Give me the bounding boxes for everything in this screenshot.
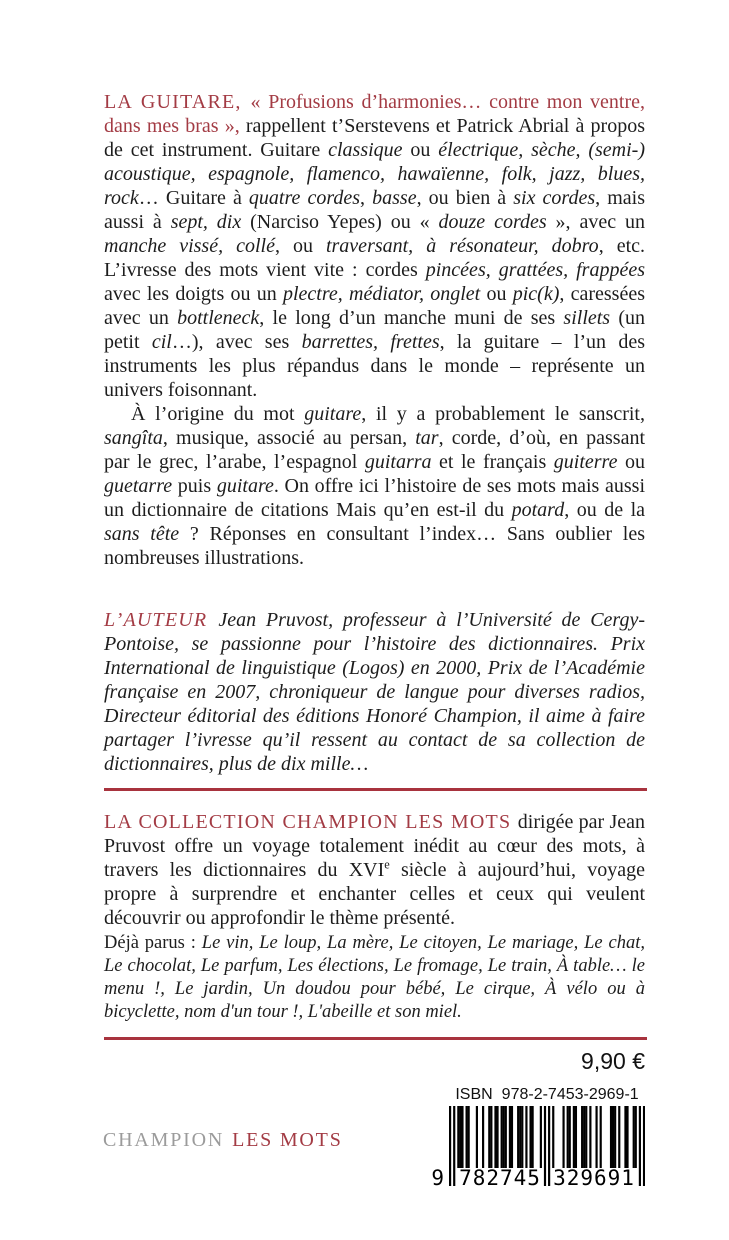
publisher-brand [103, 1129, 343, 1152]
blurb-paragraph-2: À l’origine du mot guitare, il y a probablement le sanscrit, sangîta, musique, associé au persan, tar, corde, d’où, en passant par le grec, l’arabe, l’espagnol guitarra et le français guiterre ou guetarre puis guitare. On offre ici l’histoire de ses mots mais aussi un dictionnaire de citations Mais qu’en est-il du potard, ou de la sans tête ? Réponses en consultant l’index… Sans oublier les nombreuses illustrations. [104, 403, 646, 569]
author-paragraph: L’AUTEUR Jean Pruvost, professeur à l’Université de Cergy-Pontoise, se passionne pour l’histoire des dictionnaires. Prix International de linguistique (Logos) en 2000, Prix de l’Académie française en 2007, chroniqueur de langue pour diverses radios, Directeur éditorial des éditions Honoré Champion, il aime à faire partager l’ivresse qu’il ressent au contact de sa collection de dictionnaires, plus de dix mille… [104, 609, 645, 775]
isbn-number: 978-2-7453-2969-1 [501, 1086, 639, 1103]
collection-section [104, 810, 645, 930]
barcode [425, 1086, 649, 1208]
brand-collection-name: LES MOTS [232, 1129, 343, 1151]
ean-right-digits: 329691 [553, 1166, 635, 1190]
published-titles [104, 932, 645, 1024]
author-section [104, 608, 645, 776]
divider-rule-top [104, 788, 647, 791]
ean-left-digits: 782745 [459, 1166, 541, 1190]
blurb-paragraph-1: LA GUITARE, « Profusions d’harmonies… contre mon ventre, dans mes bras », rappellent t’Serstevens et Patrick Abrial à propos de cet instrument. Guitare classique ou électrique, sèche, (semi-) acoustique, espagnole, flamenco, hawaïenne, folk, jazz, blues, rock… Guitare à quatre cordes, basse, ou bien à six cordes, mais aussi à sept, dix (Narciso Yepes) ou « douze cordes », avec un manche vissé, collé, ou traversant, à résonateur, dobro, etc. L’ivresse des mots vient vite : cordes pincées, grattées, frappées avec les doigts ou un plectre, médiator, onglet ou pic(k), caressées avec un bottleneck, le long d’un manche muni de ses sillets (un petit cil…), avec ses barrettes, frettes, la guitare – l’un des instruments les plus répandus dans le monde – représente un univers foisonnant. [104, 91, 646, 401]
price-label: 9,90 € [581, 1048, 645, 1074]
collection-paragraph: LA COLLECTION CHAMPION LES MOTS dirigée par Jean Pruvost offre un voyage totalement inédit au cœur des mots, à travers les dictionnaires du XVIe siècle à aujourd’hui, voyage propre à surprendre et enchanter celles et ceux qui veulent découvrir ou approfondir le thème présenté. [104, 811, 646, 929]
isbn-label: ISBN [455, 1086, 493, 1103]
published-paragraph: Déjà parus : Le vin, Le loup, La mère, Le citoyen, Le mariage, Le chat, Le chocolat, Le parfum, Les élections, Le fromage, Le train, À table… le menu !, Le jardin, Un doudou pour bébé, Le cirque, À vélo ou à bicyclette, nom d'un tour !, L'abeille et son miel. [104, 933, 645, 1022]
ean-first-digit: 9 [431, 1166, 445, 1190]
isbn-line [449, 1086, 645, 1104]
barcode-bars [431, 1106, 645, 1208]
publisher-name: CHAMPION [103, 1129, 225, 1151]
divider-rule-bottom [104, 1037, 647, 1040]
back-cover-blurb [104, 90, 645, 570]
